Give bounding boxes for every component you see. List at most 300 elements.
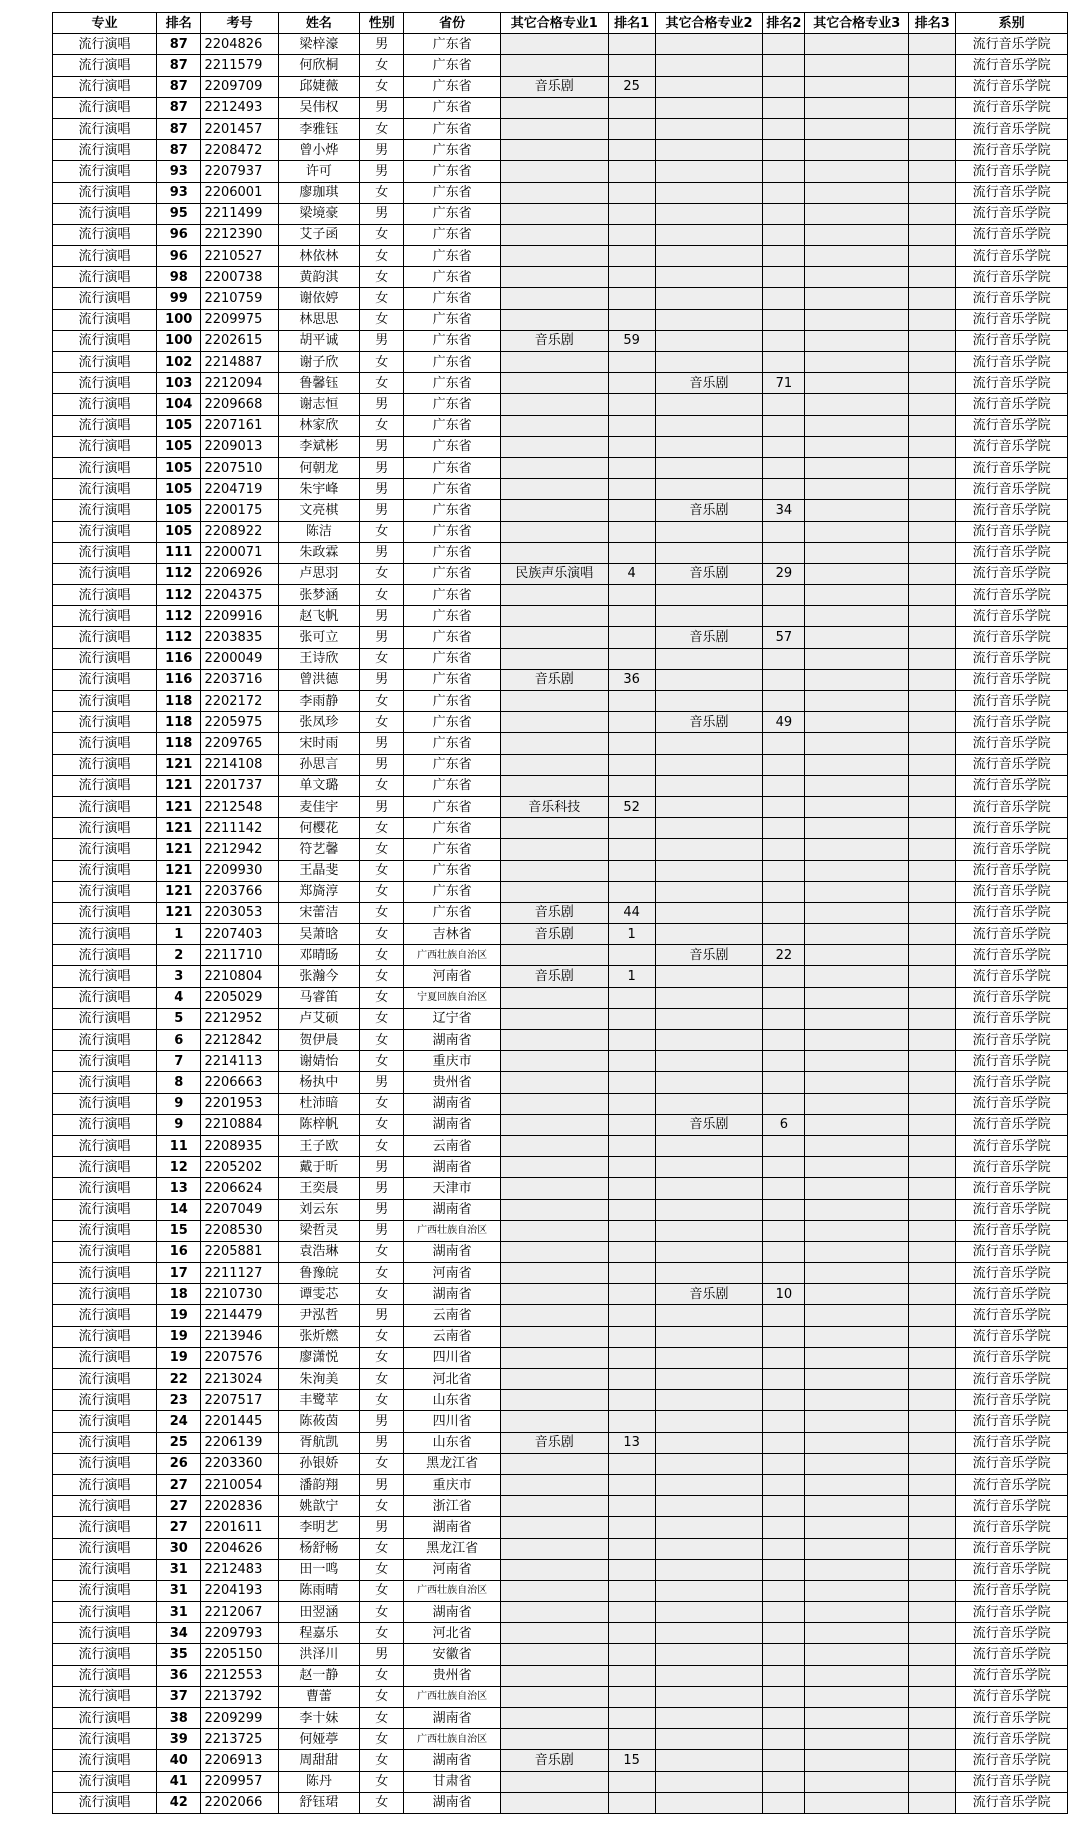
exam-id-cell: 2214887 [201,352,278,373]
exam-id-cell: 2212548 [201,796,278,817]
rank-2-cell [763,1602,805,1623]
column-header: 姓名 [278,13,359,34]
name-cell: 周甜甜 [278,1750,359,1771]
rank-3-cell [909,76,956,97]
rank-2-cell [763,457,805,478]
table-row [53,1220,1068,1241]
rank-cell: 22 [157,1369,201,1390]
gender-cell: 女 [360,288,404,309]
rank-1-cell [608,267,655,288]
name-cell: 鲁馨钰 [278,373,359,394]
rank-2-cell [763,881,805,902]
department-cell: 流行音乐学院 [956,542,1068,563]
other-major-2-cell [655,733,763,754]
rank-2-cell [763,1453,805,1474]
province-cell: 广东省 [404,500,500,521]
other-major-3-cell [805,1496,909,1517]
rank-2-cell [763,55,805,76]
other-major-1-cell [500,987,608,1008]
table-row [53,1326,1068,1347]
major-cell: 流行演唱 [53,627,157,648]
department-cell: 流行音乐学院 [956,1072,1068,1093]
rank-3-cell [909,1538,956,1559]
rank-3-cell [909,1199,956,1220]
rank-cell: 96 [157,246,201,267]
gender-cell: 女 [360,1114,404,1135]
name-cell: 胡平诚 [278,330,359,351]
name-cell: 吴萧晗 [278,924,359,945]
exam-id-cell: 2204826 [201,34,278,55]
column-header: 排名3 [909,13,956,34]
exam-id-cell: 2212483 [201,1559,278,1580]
name-cell: 李明艺 [278,1517,359,1538]
rank-2-cell [763,1369,805,1390]
table-row [53,542,1068,563]
major-cell: 流行演唱 [53,34,157,55]
other-major-3-cell [805,1623,909,1644]
exam-id-cell: 2213792 [201,1686,278,1707]
exam-id-cell: 2209930 [201,860,278,881]
column-header: 省份 [404,13,500,34]
province-cell: 广东省 [404,712,500,733]
rank-3-cell [909,1114,956,1135]
rank-cell: 14 [157,1199,201,1220]
rank-1-cell [608,182,655,203]
province-cell: 黑龙江省 [404,1453,500,1474]
rank-3-cell [909,1135,956,1156]
gender-cell: 男 [360,754,404,775]
table-row [53,648,1068,669]
exam-id-cell: 2208472 [201,140,278,161]
other-major-2-cell [655,1369,763,1390]
exam-id-cell: 2210804 [201,966,278,987]
results-table [52,12,1068,1814]
name-cell: 谭雯芯 [278,1284,359,1305]
department-cell: 流行音乐学院 [956,161,1068,182]
rank-1-cell [608,1602,655,1623]
gender-cell: 女 [360,373,404,394]
department-cell: 流行音乐学院 [956,1644,1068,1665]
other-major-3-cell [805,818,909,839]
other-major-3-cell [805,860,909,881]
rank-3-cell [909,1093,956,1114]
table-row [53,55,1068,76]
table-row [53,1517,1068,1538]
department-cell: 流行音乐学院 [956,118,1068,139]
major-cell: 流行演唱 [53,1729,157,1750]
province-cell: 广东省 [404,203,500,224]
rank-2-cell [763,1644,805,1665]
rank-2-cell [763,1792,805,1813]
rank-2-cell [763,394,805,415]
gender-cell: 男 [360,436,404,457]
department-cell: 流行音乐学院 [956,1474,1068,1495]
other-major-3-cell [805,775,909,796]
rank-cell: 102 [157,352,201,373]
rank-2-cell: 49 [763,712,805,733]
other-major-3-cell [805,585,909,606]
rank-2-cell [763,1199,805,1220]
gender-cell: 男 [360,479,404,500]
table-row [53,881,1068,902]
department-cell: 流行音乐学院 [956,1030,1068,1051]
department-cell: 流行音乐学院 [956,606,1068,627]
rank-cell: 118 [157,733,201,754]
other-major-1-cell [500,881,608,902]
gender-cell: 男 [360,796,404,817]
province-cell: 广东省 [404,839,500,860]
province-cell: 河北省 [404,1369,500,1390]
rank-1-cell [608,288,655,309]
department-cell: 流行音乐学院 [956,352,1068,373]
other-major-2-cell [655,161,763,182]
gender-cell: 男 [360,1072,404,1093]
other-major-1-cell [500,1263,608,1284]
table-row [53,1390,1068,1411]
name-cell: 刘云东 [278,1199,359,1220]
rank-1-cell [608,500,655,521]
table-row [53,606,1068,627]
other-major-2-cell [655,1072,763,1093]
exam-id-cell: 2202836 [201,1496,278,1517]
other-major-2-cell [655,1792,763,1813]
rank-3-cell [909,1474,956,1495]
major-cell: 流行演唱 [53,1453,157,1474]
name-cell: 胥航凯 [278,1432,359,1453]
major-cell: 流行演唱 [53,818,157,839]
other-major-1-cell [500,203,608,224]
exam-id-cell: 2205975 [201,712,278,733]
major-cell: 流行演唱 [53,1369,157,1390]
table-row [53,246,1068,267]
rank-cell: 5 [157,1008,201,1029]
department-cell: 流行音乐学院 [956,1686,1068,1707]
other-major-2-cell [655,267,763,288]
name-cell: 郑旖淳 [278,881,359,902]
other-major-2-cell [655,754,763,775]
rank-1-cell [608,839,655,860]
other-major-2-cell [655,1538,763,1559]
other-major-2-cell [655,182,763,203]
other-major-3-cell [805,34,909,55]
rank-1-cell [608,246,655,267]
other-major-3-cell [805,246,909,267]
rank-2-cell: 29 [763,563,805,584]
rank-3-cell [909,55,956,76]
exam-id-cell: 2205881 [201,1241,278,1262]
other-major-3-cell [805,669,909,690]
other-major-2-cell [655,966,763,987]
column-header: 系别 [956,13,1068,34]
province-cell: 广东省 [404,76,500,97]
rank-2-cell [763,585,805,606]
rank-1-cell [608,1305,655,1326]
exam-id-cell: 2210884 [201,1114,278,1135]
rank-3-cell [909,1072,956,1093]
rank-2-cell [763,1347,805,1368]
gender-cell: 男 [360,203,404,224]
department-cell: 流行音乐学院 [956,224,1068,245]
province-cell: 广东省 [404,457,500,478]
rank-1-cell [608,1686,655,1707]
rank-3-cell [909,1051,956,1072]
name-cell: 林思思 [278,309,359,330]
name-cell: 麦佳宇 [278,796,359,817]
rank-1-cell [608,1369,655,1390]
province-cell: 广东省 [404,394,500,415]
gender-cell: 女 [360,246,404,267]
major-cell: 流行演唱 [53,1390,157,1411]
gender-cell: 女 [360,691,404,712]
other-major-3-cell [805,1665,909,1686]
gender-cell: 男 [360,1157,404,1178]
rank-1-cell [608,818,655,839]
table-row [53,1496,1068,1517]
other-major-3-cell [805,1072,909,1093]
rank-cell: 39 [157,1729,201,1750]
rank-3-cell [909,1729,956,1750]
table-row [53,987,1068,1008]
other-major-1-cell [500,521,608,542]
province-cell: 广东省 [404,436,500,457]
rank-1-cell [608,860,655,881]
other-major-3-cell [805,1432,909,1453]
rank-3-cell [909,1559,956,1580]
gender-cell: 男 [360,500,404,521]
department-cell: 流行音乐学院 [956,1008,1068,1029]
major-cell: 流行演唱 [53,881,157,902]
other-major-1-cell [500,118,608,139]
other-major-3-cell [805,500,909,521]
name-cell: 宋蕾洁 [278,902,359,923]
department-cell: 流行音乐学院 [956,1708,1068,1729]
exam-id-cell: 2209975 [201,309,278,330]
other-major-2-cell [655,1517,763,1538]
rank-3-cell [909,1008,956,1029]
major-cell: 流行演唱 [53,203,157,224]
department-cell: 流行音乐学院 [956,585,1068,606]
rank-2-cell [763,754,805,775]
rank-3-cell [909,246,956,267]
gender-cell: 女 [360,1326,404,1347]
rank-cell: 98 [157,267,201,288]
rank-3-cell [909,924,956,945]
name-cell: 姚歆宁 [278,1496,359,1517]
exam-id-cell: 2212493 [201,97,278,118]
rank-1-cell [608,34,655,55]
other-major-3-cell [805,1708,909,1729]
province-cell: 湖南省 [404,1157,500,1178]
other-major-2-cell [655,224,763,245]
exam-id-cell: 2211499 [201,203,278,224]
gender-cell: 女 [360,1263,404,1284]
other-major-3-cell [805,627,909,648]
gender-cell: 女 [360,224,404,245]
other-major-1-cell [500,542,608,563]
rank-3-cell [909,1771,956,1792]
major-cell: 流行演唱 [53,1114,157,1135]
rank-cell: 13 [157,1178,201,1199]
other-major-3-cell [805,606,909,627]
major-cell: 流行演唱 [53,394,157,415]
rank-2-cell [763,606,805,627]
major-cell: 流行演唱 [53,648,157,669]
rank-2-cell: 71 [763,373,805,394]
exam-id-cell: 2212842 [201,1030,278,1051]
name-cell: 田一鸣 [278,1559,359,1580]
rank-2-cell [763,1051,805,1072]
other-major-2-cell [655,1305,763,1326]
rank-3-cell [909,1708,956,1729]
other-major-3-cell [805,479,909,500]
major-cell: 流行演唱 [53,246,157,267]
exam-id-cell: 2207510 [201,457,278,478]
other-major-3-cell [805,1453,909,1474]
name-cell: 谢志恒 [278,394,359,415]
other-major-1-cell [500,945,608,966]
name-cell: 鲁豫皖 [278,1263,359,1284]
major-cell: 流行演唱 [53,1792,157,1813]
name-cell: 赵一静 [278,1665,359,1686]
rank-1-cell [608,1792,655,1813]
table-row [53,1030,1068,1051]
other-major-2-cell [655,1750,763,1771]
exam-id-cell: 2201953 [201,1093,278,1114]
table-row [53,1453,1068,1474]
rank-1-cell: 44 [608,902,655,923]
rank-3-cell [909,987,956,1008]
table-row [53,1284,1068,1305]
other-major-3-cell [805,924,909,945]
other-major-1-cell: 音乐剧 [500,1750,608,1771]
rank-2-cell [763,1326,805,1347]
major-cell: 流行演唱 [53,140,157,161]
other-major-1-cell [500,1284,608,1305]
rank-1-cell [608,203,655,224]
other-major-1-cell [500,415,608,436]
name-cell: 孙银娇 [278,1453,359,1474]
rank-3-cell [909,34,956,55]
department-cell: 流行音乐学院 [956,1771,1068,1792]
other-major-2-cell [655,1326,763,1347]
other-major-1-cell [500,1580,608,1601]
department-cell: 流行音乐学院 [956,966,1068,987]
other-major-1-cell [500,1030,608,1051]
department-cell: 流行音乐学院 [956,1263,1068,1284]
other-major-1-cell [500,309,608,330]
other-major-3-cell [805,1305,909,1326]
other-major-2-cell [655,521,763,542]
department-cell: 流行音乐学院 [956,182,1068,203]
other-major-2-cell [655,1008,763,1029]
other-major-3-cell [805,563,909,584]
department-cell: 流行音乐学院 [956,373,1068,394]
gender-cell: 女 [360,55,404,76]
other-major-2-cell: 音乐剧 [655,1114,763,1135]
department-cell: 流行音乐学院 [956,1220,1068,1241]
rank-1-cell [608,754,655,775]
name-cell: 李雨静 [278,691,359,712]
other-major-2-cell [655,669,763,690]
major-cell: 流行演唱 [53,97,157,118]
rank-2-cell [763,140,805,161]
department-cell: 流行音乐学院 [956,1792,1068,1813]
rank-3-cell [909,1030,956,1051]
gender-cell: 男 [360,330,404,351]
name-cell: 杨执中 [278,1072,359,1093]
rank-3-cell [909,1602,956,1623]
rank-3-cell [909,267,956,288]
gender-cell: 女 [360,521,404,542]
province-cell: 湖南省 [404,1602,500,1623]
gender-cell: 女 [360,1623,404,1644]
gender-cell: 女 [360,1008,404,1029]
other-major-1-cell [500,1093,608,1114]
name-cell: 谢依婷 [278,288,359,309]
rank-cell: 36 [157,1665,201,1686]
rank-2-cell [763,1580,805,1601]
other-major-3-cell [805,1347,909,1368]
department-cell: 流行音乐学院 [956,309,1068,330]
province-cell: 广东省 [404,352,500,373]
rank-3-cell [909,775,956,796]
exam-id-cell: 2209765 [201,733,278,754]
province-cell: 广东省 [404,691,500,712]
other-major-2-cell [655,55,763,76]
exam-id-cell: 2202172 [201,691,278,712]
rank-3-cell [909,415,956,436]
table-row [53,97,1068,118]
province-cell: 甘肃省 [404,1771,500,1792]
major-cell: 流行演唱 [53,712,157,733]
rank-1-cell [608,521,655,542]
major-cell: 流行演唱 [53,1538,157,1559]
province-cell: 浙江省 [404,1496,500,1517]
gender-cell: 女 [360,415,404,436]
gender-cell: 女 [360,987,404,1008]
name-cell: 王奕晨 [278,1178,359,1199]
rank-cell: 87 [157,55,201,76]
exam-id-cell: 2202615 [201,330,278,351]
department-cell: 流行音乐学院 [956,500,1068,521]
other-major-1-cell [500,1390,608,1411]
table-row [53,1602,1068,1623]
rank-3-cell [909,818,956,839]
other-major-1-cell [500,1241,608,1262]
name-cell: 邱婕薇 [278,76,359,97]
rank-cell: 42 [157,1792,201,1813]
rank-1-cell: 1 [608,966,655,987]
other-major-2-cell: 音乐剧 [655,373,763,394]
table-row [53,966,1068,987]
rank-cell: 105 [157,500,201,521]
other-major-1-cell [500,1729,608,1750]
other-major-1-cell [500,1347,608,1368]
other-major-3-cell [805,457,909,478]
rank-3-cell [909,1241,956,1262]
gender-cell: 女 [360,902,404,923]
name-cell: 王晶斐 [278,860,359,881]
major-cell: 流行演唱 [53,606,157,627]
rank-2-cell [763,330,805,351]
other-major-3-cell [805,1729,909,1750]
gender-cell: 男 [360,627,404,648]
other-major-1-cell [500,352,608,373]
major-cell: 流行演唱 [53,373,157,394]
other-major-3-cell [805,161,909,182]
rank-2-cell [763,648,805,669]
province-cell: 广东省 [404,775,500,796]
